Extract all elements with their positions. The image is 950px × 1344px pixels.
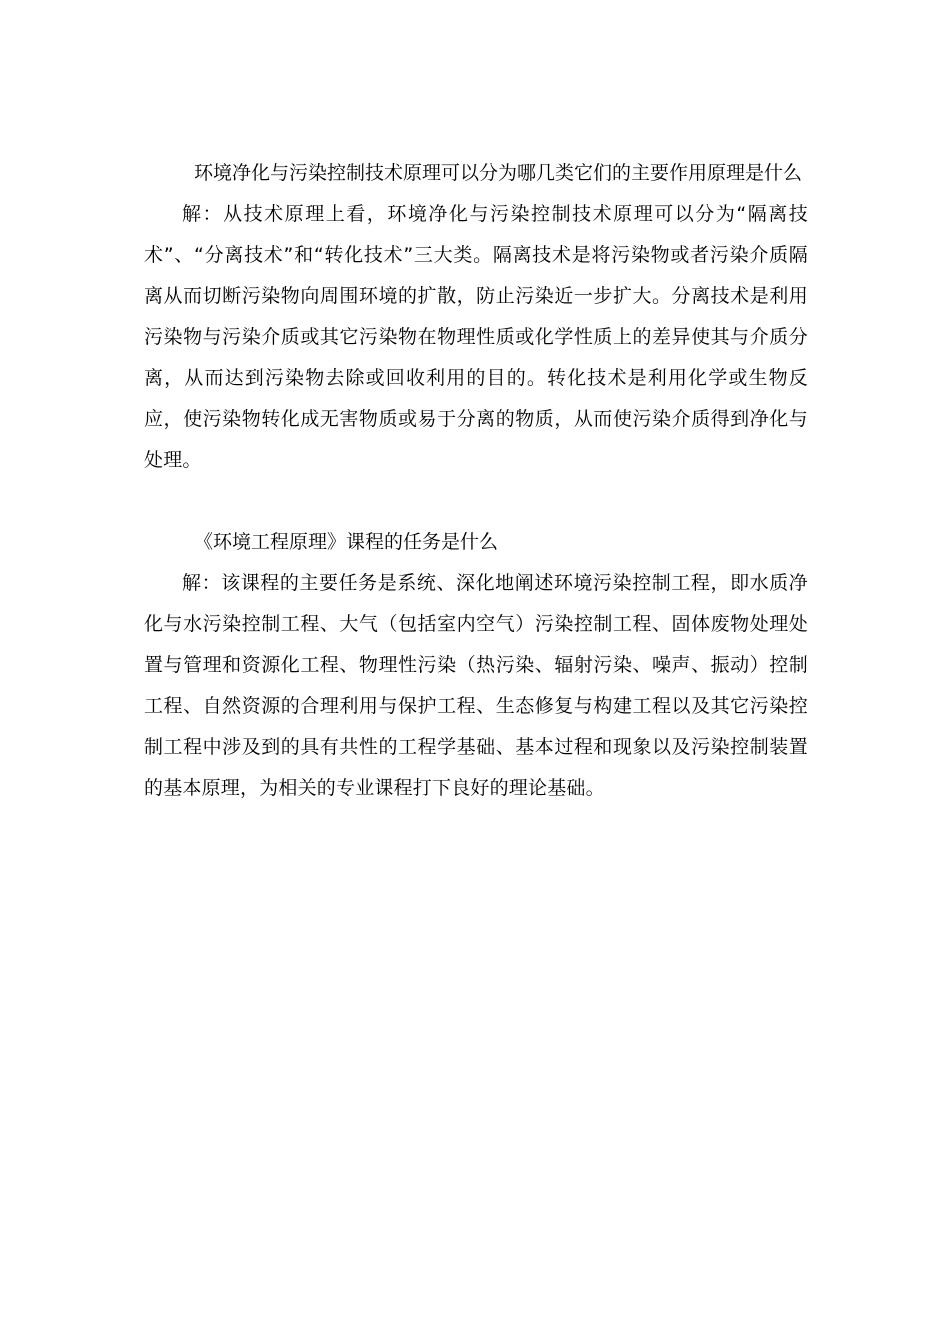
qa-section-2 [144, 522, 808, 809]
qa-section-1 [144, 153, 808, 481]
answer-paragraph-1: 解：从技术原理上看，环境净化与污染控制技术原理可以分为“隔离技术”、“分离技术”和“转化技术”三大类。隔离技术是将污染物或者污染介质隔离从而切断污染物向周围环境的扩散，防止污染近一步扩大。分离技术是利用污染物与污染介质或其它污染物在物理性质或化学性质上的差异使其与介质分离，从而达到污染物去除或回收利用的目的。转化技术是利用化学或生物反应，使污染物转化成无害物质或易于分离的物质，从而使污染介质得到净化与处理。 [144, 203, 808, 471]
question-heading-1: 环境净化与污染控制技术原理可以分为哪几类它们的主要作用原理是什么 [194, 162, 803, 184]
answer-paragraph-2: 解：该课程的主要任务是系统、深化地阐述环境污染控制工程，即水质净化与水污染控制工程、大气（包括室内空气）污染控制工程、固体废物处理处置与管理和资源化工程、物理性污染（热污染、辐射污染、噪声、振动）控制工程、自然资源的合理利用与保护工程、生态修复与构建工程以及其它污染控制工程中涉及到的具有共性的工程学基础、基本过程和现象以及污染控制装置的基本原理，为相关的专业课程打下良好的理论基础。 [144, 572, 808, 799]
question-heading-2: 《环境工程原理》课程的任务是什么 [194, 531, 499, 553]
document-body [144, 153, 808, 809]
